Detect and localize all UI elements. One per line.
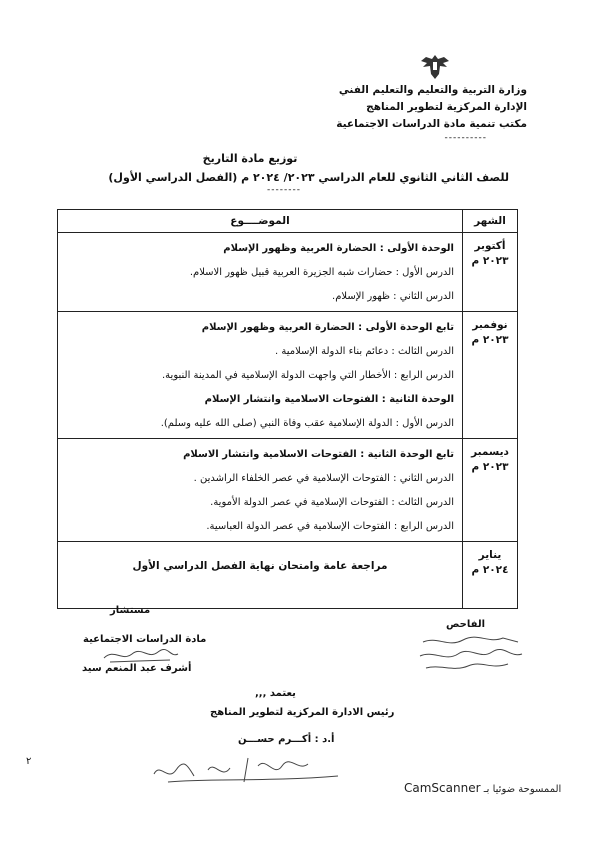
- topic-cell: [58, 233, 463, 312]
- camscanner-watermark: [404, 781, 561, 795]
- advisor-subject: مادة الدراسات الاجتماعية: [83, 634, 207, 645]
- advisor-name: أشرف عبد المنعم سيد: [82, 663, 192, 674]
- approver-signature-icon: [148, 752, 348, 788]
- examiner-title: الفاحص: [446, 619, 485, 630]
- examiner-signature-icon: [418, 634, 528, 674]
- lesson-line: الدرس الأول : حضارات شبه الجزيرة العربية قبيل ظهور الاسلام.: [189, 267, 454, 278]
- ministry-name: وزارة التربية والتعليم والتعليم الفني: [338, 84, 527, 96]
- month-year: ٢٠٢٤ م: [471, 564, 509, 576]
- month-year: ٢٠٢٣ م: [471, 461, 509, 473]
- lesson-line: الدرس الثاني : الفتوحات الإسلامية في عصر الخلفاء الراشدين .: [193, 473, 454, 484]
- lesson-line: الدرس الثاني : ظهور الإسلام.: [332, 291, 454, 302]
- month-name: يناير: [478, 549, 502, 561]
- lesson-line: الدرس الرابع : الفتوحات الإسلامية في عصر الدولة العباسية.: [206, 521, 454, 532]
- document-title: توزيع مادة التاريخ: [202, 152, 298, 165]
- month-name: نوفمبر: [472, 319, 508, 331]
- schedule-table: [57, 209, 518, 609]
- advisor-title: مستشار: [110, 605, 151, 616]
- month-cell: [463, 233, 518, 312]
- unit-title: تابع الوحدة الأولى : الحضارة العربية وظهور الإسلام: [201, 322, 454, 333]
- table-row-january: [58, 542, 518, 609]
- eagle-emblem-icon: [418, 52, 452, 82]
- advisor-signature-icon: [100, 646, 180, 664]
- lesson-line: الدرس الثالث : دعائم بناء الدولة الإسلامية .: [275, 346, 454, 357]
- approver-name: أ.د : أكـــرم حســـن: [238, 734, 335, 745]
- approver-title: رئيس الادارة المركزية لتطوير المناهج: [210, 707, 395, 718]
- topic-cell: [58, 312, 463, 439]
- topic-header: الموضــــوع: [58, 210, 463, 233]
- office-name: مكتب تنمية مادة الدراسات الاجتماعية: [336, 118, 527, 130]
- lesson-line: الدرس الرابع : الأخطار التي واجهت الدولة الإسلامية في المدينة النبوية.: [162, 370, 454, 381]
- document-subtitle: للصف الثاني الثانوي للعام الدراسي ٢٠٢٣/ ٢٠٢٤ م (الفصل الدراسي الأول): [108, 171, 509, 184]
- final-review-text: مراجعة عامة وامتحان نهاية الفصل الدراسي الأول: [132, 560, 388, 572]
- directorate-name: الإدارة المركزية لتطوير المناهج: [366, 101, 527, 113]
- month-cell: [463, 312, 518, 439]
- table-row-december: [58, 439, 518, 542]
- scanned-by-label: الممسوحة ضوئيا بـ: [483, 784, 562, 795]
- table-row-november: [58, 312, 518, 439]
- month-cell: [463, 542, 518, 609]
- topic-cell: [58, 542, 463, 609]
- approval-label: يعتمد ,,,: [255, 688, 296, 699]
- page-number: ٢: [26, 756, 32, 767]
- topic-cell: [58, 439, 463, 542]
- title-separator: --------: [267, 185, 301, 195]
- month-year: ٢٠٢٣ م: [471, 255, 509, 267]
- month-name: أكتوبر: [474, 240, 506, 252]
- unit-title: تابع الوحدة الثانية : الفتوحات الاسلامية وانتشار الاسلام: [183, 449, 454, 460]
- lesson-line: الدرس الأول : الدولة الإسلامية عقب وفاة النبي (صلى الله عليه وسلم).: [160, 418, 454, 429]
- camscanner-label: CamScanner: [404, 781, 481, 795]
- unit-title: الوحدة الثانية : الفتوحات الاسلامية وانتشار الإسلام: [204, 394, 454, 405]
- month-name: ديسمبر: [471, 446, 509, 458]
- table-row-october: [58, 233, 518, 312]
- header-separator: ----------: [444, 133, 487, 143]
- month-year: ٢٠٢٣ م: [471, 334, 509, 346]
- month-header: الشهر: [463, 210, 518, 233]
- lesson-line: الدرس الثالث : الفتوحات الإسلامية في عصر الدولة الأموية.: [210, 497, 454, 508]
- table-header-row: [58, 210, 518, 233]
- month-cell: [463, 439, 518, 542]
- unit-title: الوحدة الأولى : الحضارة العربية وظهور الإسلام: [223, 243, 454, 254]
